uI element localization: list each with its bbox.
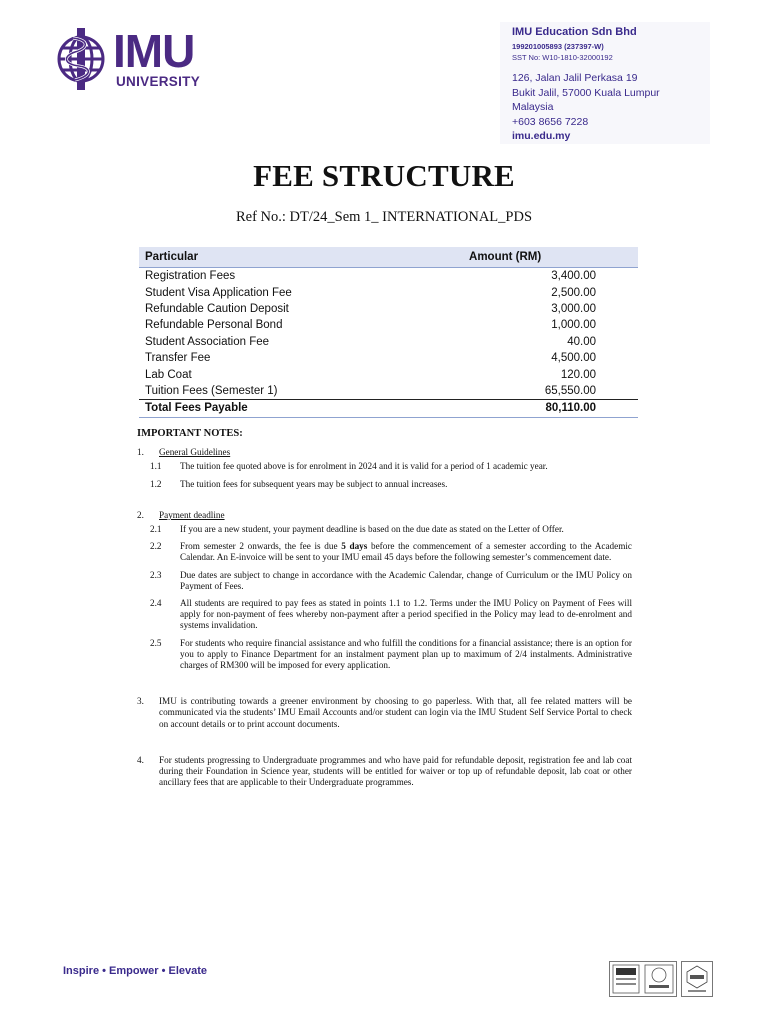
fee-particular: Lab Coat — [145, 368, 192, 381]
company-registration: 199201005893 (237397-W) — [512, 42, 604, 51]
company-info-block — [500, 22, 710, 144]
table-row — [139, 350, 638, 366]
item-number: 2.5 — [150, 637, 162, 648]
fee-amount: 1,000.00 — [551, 319, 596, 332]
note-section-progression — [137, 755, 632, 789]
footer-tagline: Inspire • Empower • Elevate — [63, 965, 208, 977]
table-row — [139, 268, 638, 285]
fee-amount: 3,000.00 — [551, 302, 596, 315]
important-notes — [137, 428, 632, 788]
table-row — [139, 284, 638, 300]
table-header-row — [139, 247, 638, 268]
note-section-paperless — [137, 696, 632, 730]
fee-amount: 120.00 — [560, 368, 596, 381]
note-item — [137, 541, 632, 563]
total-row — [139, 400, 638, 417]
fee-amount: 4,500.00 — [551, 352, 596, 365]
section-title: Payment deadline — [159, 509, 225, 520]
fee-particular: Tuition Fees (Semester 1) — [145, 384, 278, 397]
fee-particular: Registration Fees — [145, 270, 236, 283]
total-amount: 80,110.00 — [389, 400, 638, 417]
table-row — [139, 301, 638, 317]
item-text: The tuition fee quoted above is for enrolment in 2024 and it is valid for a period of 1 academic year. — [180, 461, 548, 472]
note-item — [137, 598, 632, 632]
address-line: 126, Jalan Jalil Perkasa 19 — [512, 72, 638, 84]
imu-emblem-icon — [55, 24, 107, 94]
company-name: IMU Education Sdn Bhd — [512, 26, 637, 38]
item-number: 2.3 — [150, 569, 162, 580]
page-title: FEE STRUCTURE — [253, 158, 515, 193]
section-text: For students progressing to Undergraduate programmes and who have paid for refundable deposit, registration fee and lab coat during their Foundation in Science year, students will be entitled for waiver or top up of refundable deposit, lab coat or other ancillary fees that are applicable to their Undergraduate programmes. — [159, 754, 632, 788]
fee-amount: 2,500.00 — [551, 286, 596, 299]
section-title: General Guidelines — [159, 447, 231, 458]
item-text: If you are a new student, your payment deadline is based on the due date as stated on the Letter of Offer. — [180, 524, 564, 535]
iso-certification-icon — [681, 961, 713, 997]
company-address — [512, 71, 660, 144]
fee-amount: 40.00 — [567, 335, 596, 348]
item-text: Due dates are subject to change in accordance with the Academic Calendar, change of Curriculum or the IMU Policy on Payment of Fees. — [180, 569, 632, 591]
item-text-pre: From semester 2 onwards, the fee is due — [180, 541, 342, 552]
imu-logo — [55, 22, 215, 100]
column-header-particular: Particular — [139, 247, 389, 268]
item-number: 1.1 — [150, 461, 162, 472]
fee-table — [139, 247, 638, 418]
item-text-post: before the commencement of a semester according to the Academic Calendar. An E-invoice will be sent to your IMU email 45 days before the following semester’s commencement date. — [180, 541, 633, 563]
table-row — [139, 334, 638, 350]
notes-heading: IMPORTANT NOTES: — [137, 428, 243, 439]
section-number: 3. — [137, 696, 144, 707]
fee-amount: 65,550.00 — [544, 384, 596, 397]
section-number: 1. — [137, 447, 144, 458]
note-item — [137, 638, 632, 672]
certification-logos — [609, 961, 713, 999]
fee-amount: 3,400.00 — [551, 270, 596, 283]
item-number: 2.2 — [150, 541, 162, 552]
table-row — [139, 383, 638, 400]
logo-wordmark: IMU — [113, 25, 195, 77]
table-row — [139, 317, 638, 333]
fee-particular: Transfer Fee — [145, 352, 211, 365]
section-number: 2. — [137, 509, 144, 520]
reference-number: Ref No.: DT/24_Sem 1_ INTERNATIONAL_PDS — [235, 209, 533, 225]
item-text: For students who require financial assistance and who fulfill the conditions for a financial assistance; there is an option for you to apply to Finance Department for an instalment payment plan up to maximum of 2/4 instalments. Administrative charges of RM300 will be imposed for every application. — [180, 637, 632, 671]
fee-particular: Student Association Fee — [145, 335, 270, 348]
note-section-payment — [137, 510, 632, 671]
table-row — [139, 366, 638, 382]
section-number: 4. — [137, 754, 144, 765]
item-text: The tuition fees for subsequent years may be subject to annual increases. — [180, 478, 448, 489]
logo-university-label: UNIVERSITY — [116, 74, 201, 89]
company-phone: +603 8656 7228 — [512, 115, 589, 128]
section-text: IMU is contributing towards a greener environment by choosing to go paperless. With that, all fee related matters will be communicated via the students’ IMU Email Accounts and/or student can login via the IMU Student Self Service Portal to check on account details or to print account documents. — [159, 696, 632, 729]
note-item — [137, 570, 632, 592]
address-line: Bukit Jalil, 57000 Kuala Lumpur — [512, 86, 660, 99]
item-number: 2.4 — [150, 598, 162, 609]
item-text-bold: 5 days — [341, 541, 368, 552]
item-number: 1.2 — [150, 478, 162, 489]
note-item — [137, 479, 632, 490]
note-section-general — [137, 447, 632, 490]
company-website-link[interactable]: imu.edu.my — [512, 130, 571, 142]
address-line: Malaysia — [512, 101, 554, 113]
item-number: 2.1 — [150, 524, 162, 535]
fee-particular: Refundable Caution Deposit — [145, 302, 289, 315]
company-sst-number: SST No: W10-1810-32000192 — [512, 53, 613, 62]
total-label: Total Fees Payable — [139, 400, 389, 417]
note-item — [137, 461, 632, 472]
lrqa-certification-icon — [609, 961, 677, 997]
fee-particular: Student Visa Application Fee — [145, 286, 292, 299]
note-item — [137, 524, 632, 535]
column-header-amount: Amount (RM) — [389, 247, 638, 268]
fee-particular: Refundable Personal Bond — [145, 319, 283, 332]
item-text: All students are required to pay fees as stated in points 1.1 to 1.2. Terms under the IMU Policy on Payment of Fees will apply for non-payment of fees whereby non-payment after a period specified in the Policy may lead to de-enrolment and systems invalidation. — [180, 598, 632, 631]
